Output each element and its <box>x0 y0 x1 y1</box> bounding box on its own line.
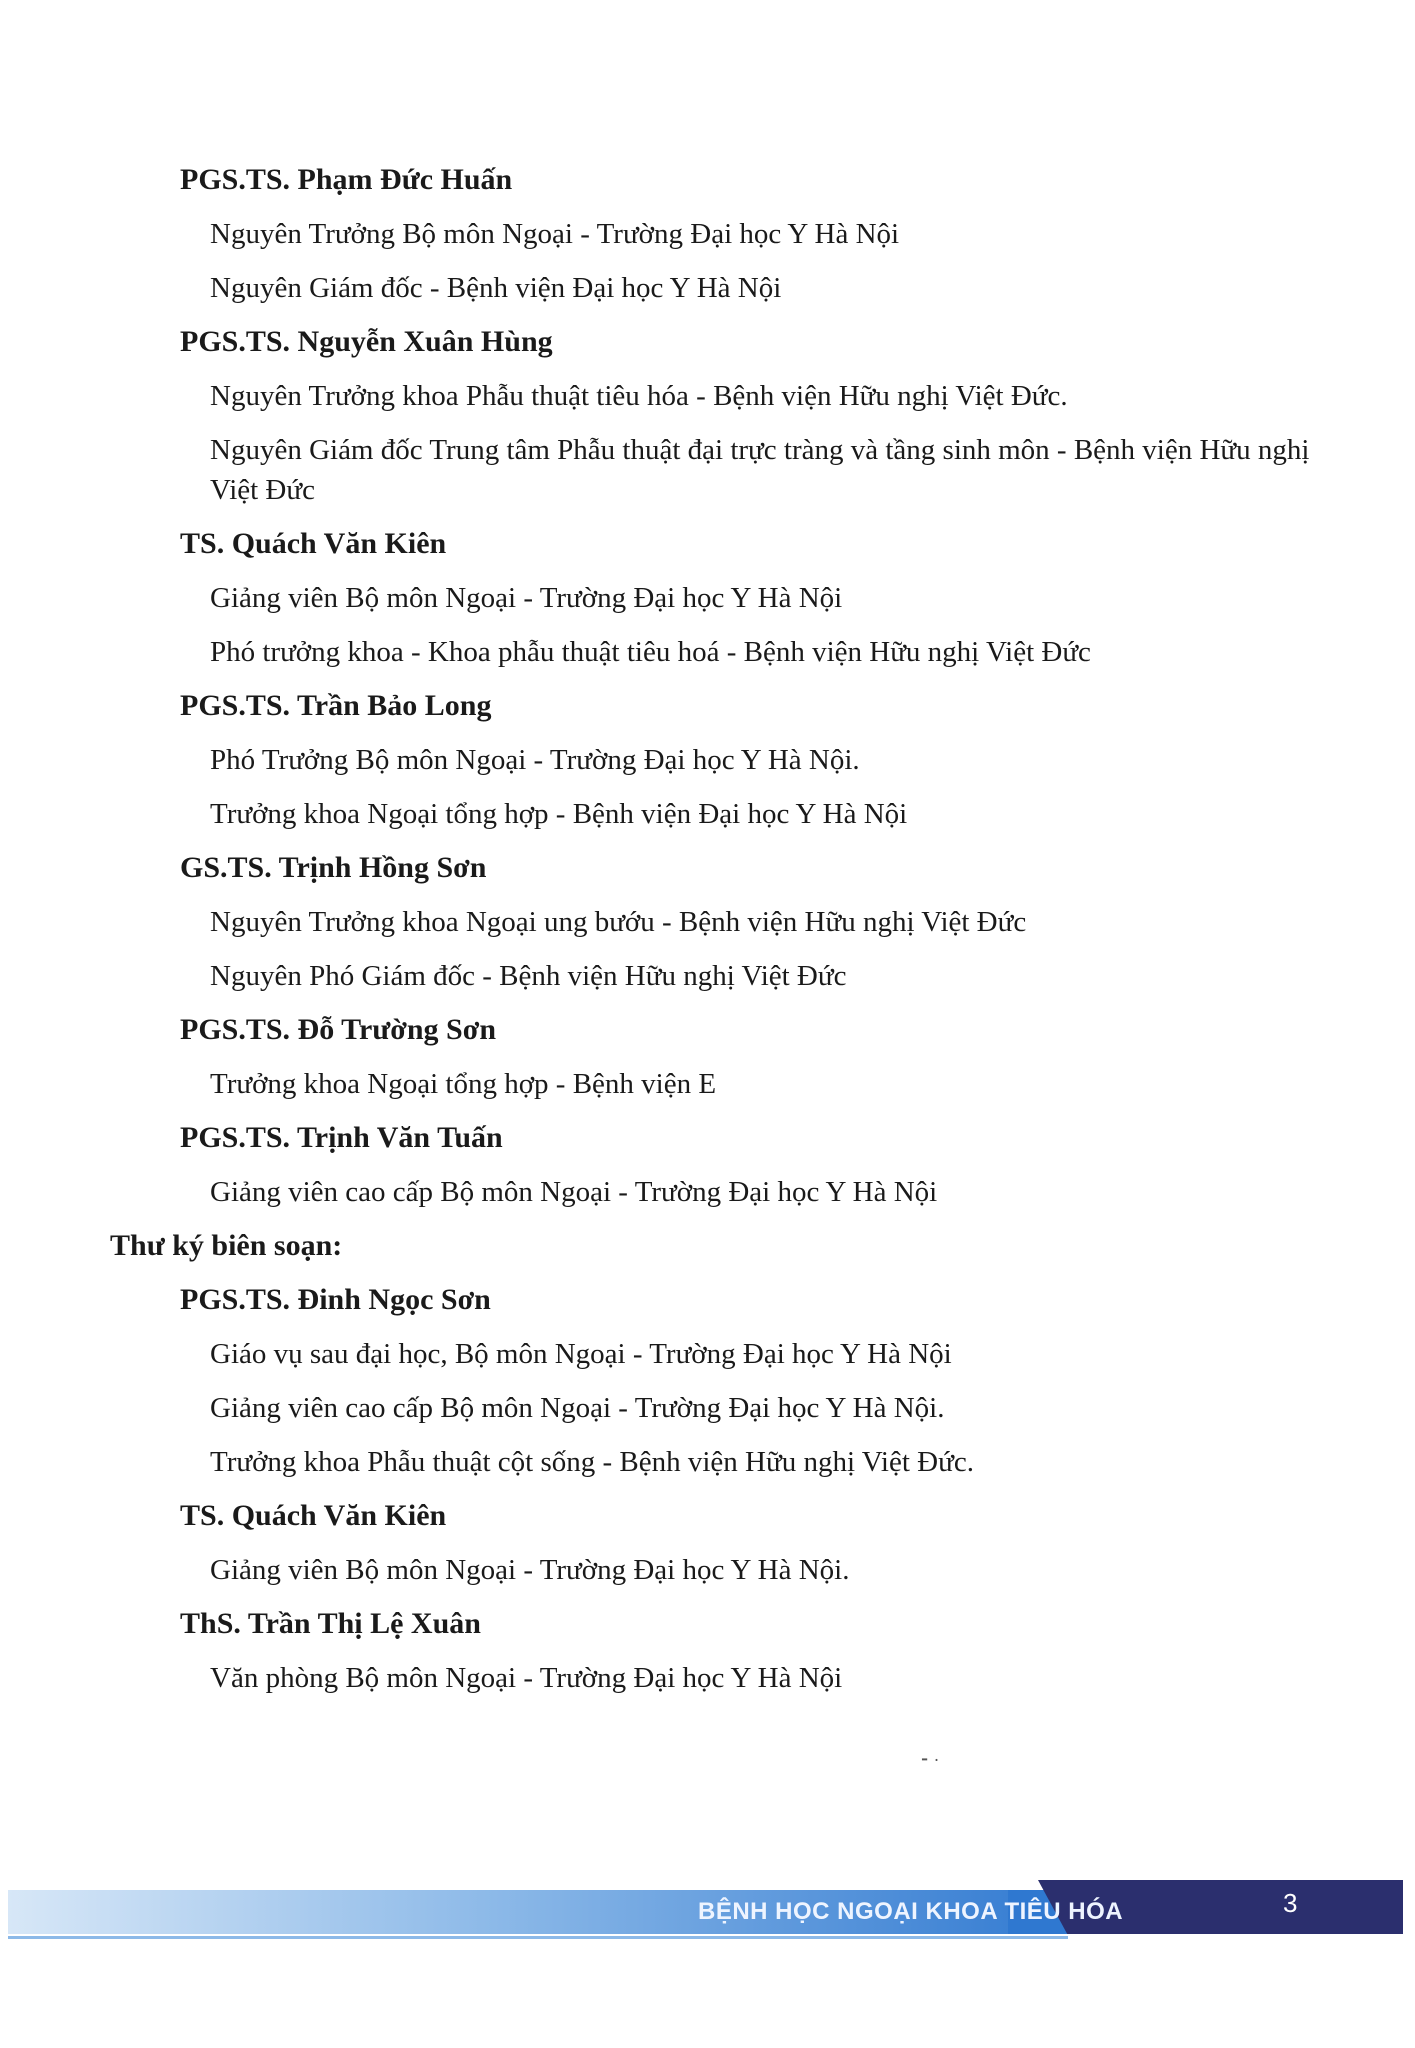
secretary-name: TS. Quách Văn Kiên <box>180 1499 447 1532</box>
contributor-entry <box>110 1010 1310 1104</box>
contributor-role: Nguyên Giám đốc - Bệnh viện Đại học Y Hà Nội <box>210 272 782 304</box>
contributor-role: Trưởng khoa Ngoại tổng hợp - Bệnh viện E <box>210 1068 717 1100</box>
secretary-entry <box>110 1604 1310 1698</box>
contributor-role: Nguyên Giám đốc Trung tâm Phẫu thuật đại trực tràng và tầng sinh môn - Bệnh viện Hữu nghị Việt Đức <box>210 434 1310 506</box>
contributor-entry <box>110 686 1310 834</box>
secretary-entry <box>110 1496 1310 1590</box>
contributor-role: Giảng viên Bộ môn Ngoại - Trường Đại học Y Hà Nội <box>210 582 843 614</box>
contributor-role: Phó trưởng khoa - Khoa phẫu thuật tiêu hoá - Bệnh viện Hữu nghị Việt Đức <box>210 636 1091 668</box>
contributor-role: Giảng viên cao cấp Bộ môn Ngoại - Trường Đại học Y Hà Nội <box>210 1176 938 1208</box>
contributor-name: PGS.TS. Đỗ Trường Sơn <box>180 1013 497 1046</box>
secretary-entry <box>110 1280 1310 1482</box>
page-number: 3 <box>1283 1888 1298 1918</box>
contributor-role: Phó Trưởng Bộ môn Ngoại - Trường Đại học Y Hà Nội. <box>210 744 860 776</box>
contributor-name: PGS.TS. Nguyễn Xuân Hùng <box>180 325 553 358</box>
contributor-name: PGS.TS. Trần Bảo Long <box>180 689 492 722</box>
secretary-role: Giáo vụ sau đại học, Bộ môn Ngoại - Trường Đại học Y Hà Nội <box>210 1338 952 1370</box>
secretary-role: Trưởng khoa Phẫu thuật cột sống - Bệnh viện Hữu nghị Việt Đức. <box>210 1446 974 1478</box>
footer-underline <box>8 1936 1068 1939</box>
secretary-role: Văn phòng Bộ môn Ngoại - Trường Đại học Y Hà Nội <box>210 1662 843 1694</box>
section-title: Thư ký biên soạn: <box>110 1229 343 1262</box>
contributor-entry <box>110 160 1310 308</box>
footer-book-title: BỆNH HỌC NGOẠI KHOA TIÊU HÓA <box>698 1898 1124 1925</box>
contributor-role: Nguyên Trưởng khoa Ngoại ung bướu - Bệnh viện Hữu nghị Việt Đức <box>210 906 1027 938</box>
secretary-role: Giảng viên Bộ môn Ngoại - Trường Đại học Y Hà Nội. <box>210 1554 850 1586</box>
contributor-entry <box>110 848 1310 996</box>
contributor-role: Nguyên Trưởng khoa Phẫu thuật tiêu hóa - Bệnh viện Hữu nghị Việt Đức. <box>210 380 1068 412</box>
contributor-entry <box>110 1118 1310 1212</box>
contributor-name: PGS.TS. Trịnh Văn Tuấn <box>180 1121 503 1154</box>
contributor-role: Nguyên Phó Giám đốc - Bệnh viện Hữu nghị Việt Đức <box>210 960 847 992</box>
contributor-entry <box>110 322 1310 510</box>
contributor-name: GS.TS. Trịnh Hồng Sơn <box>180 851 487 884</box>
page-footer <box>8 1880 1403 1944</box>
secretary-name: PGS.TS. Đinh Ngọc Sơn <box>180 1283 491 1316</box>
contributors-list <box>110 160 1310 1712</box>
contributor-entry <box>110 524 1310 672</box>
contributor-role: Nguyên Trưởng Bộ môn Ngoại - Trường Đại học Y Hà Nội <box>210 218 900 250</box>
secretary-role: Giảng viên cao cấp Bộ môn Ngoại - Trường Đại học Y Hà Nội. <box>210 1392 945 1424</box>
contributor-name: TS. Quách Văn Kiên <box>180 527 447 560</box>
secretary-name: ThS. Trần Thị Lệ Xuân <box>180 1607 481 1640</box>
scan-mark: ⁃ · <box>920 1750 940 1770</box>
contributor-name: PGS.TS. Phạm Đức Huấn <box>180 163 513 196</box>
contributor-role: Trưởng khoa Ngoại tổng hợp - Bệnh viện Đại học Y Hà Nội <box>210 798 908 830</box>
